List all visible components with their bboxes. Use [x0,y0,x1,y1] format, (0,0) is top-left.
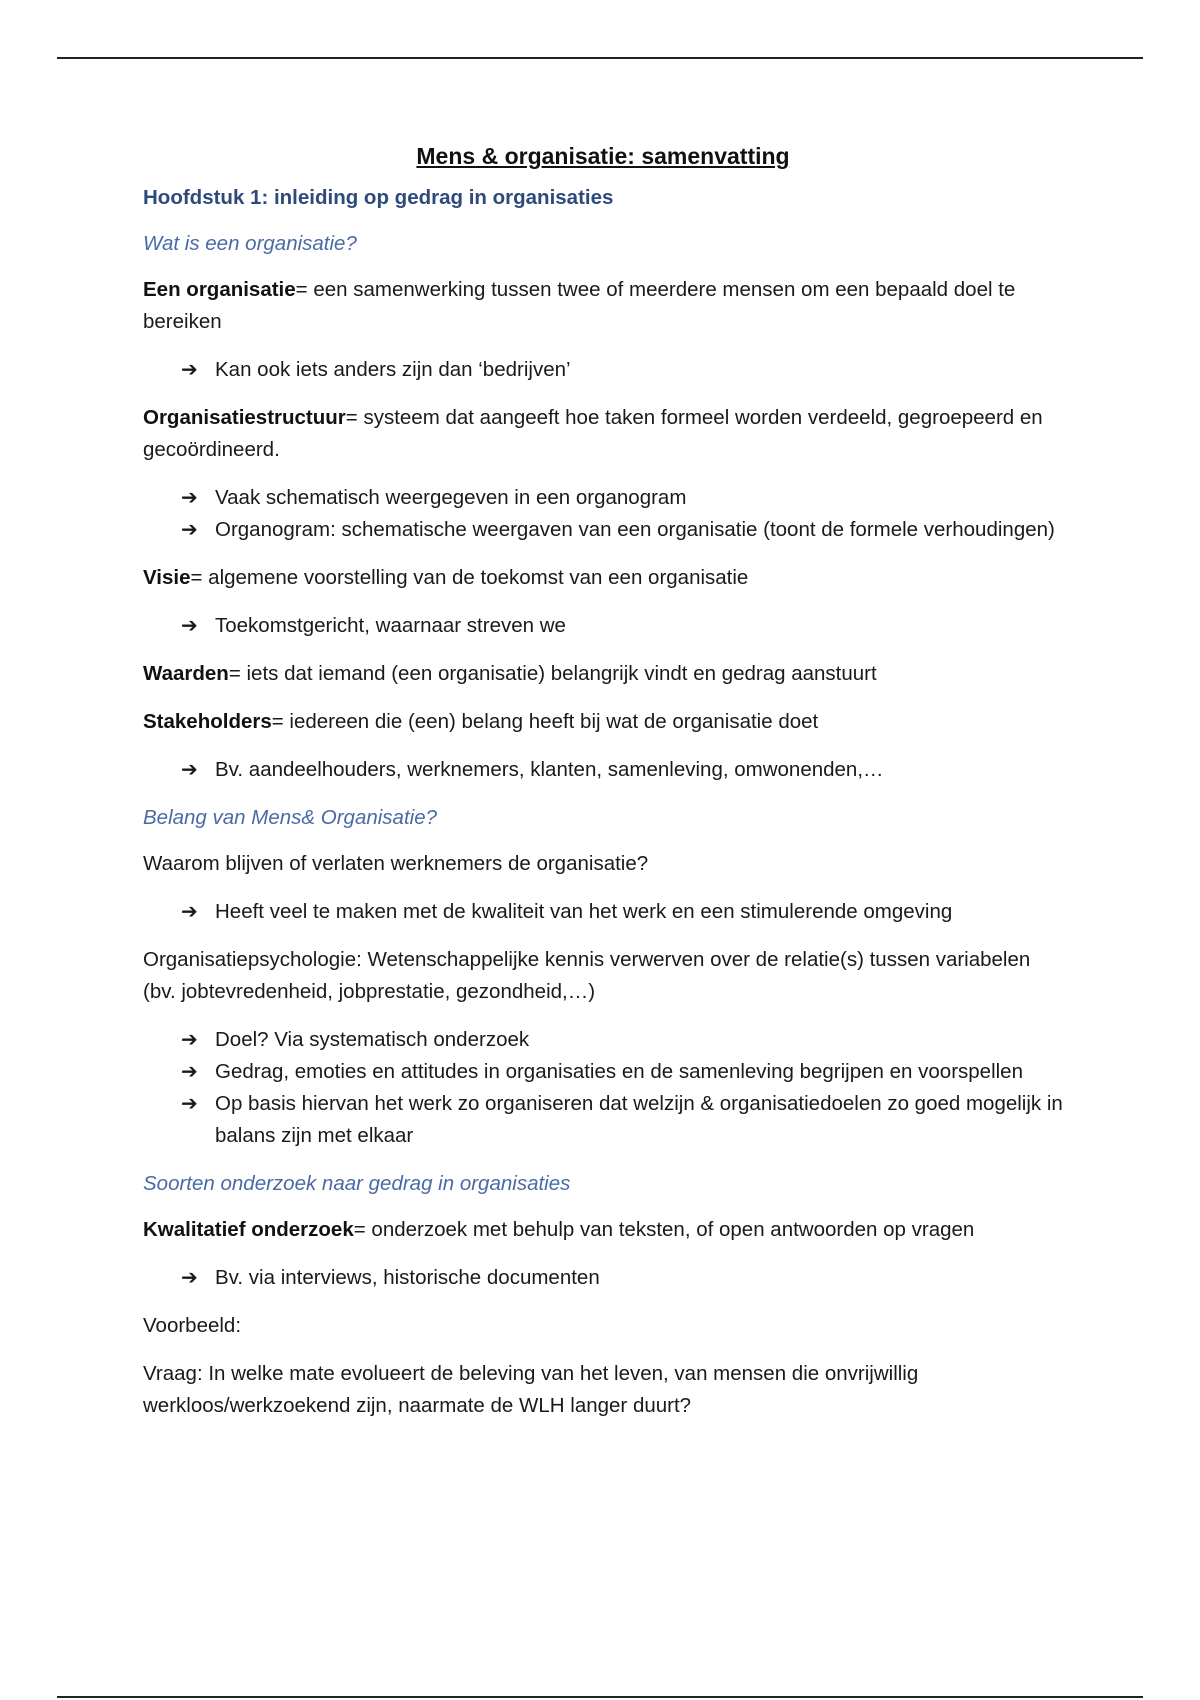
bullet-list [143,754,1063,786]
list-item: ➔ Bv. aandeelhouders, werknemers, klanten, samenleving, omwonenden,… [181,754,1063,786]
list-item: ➔ Op basis hiervan het werk zo organiseren dat welzijn & organisatiedoelen zo goed mogelijk in balans zijn met elkaar [181,1088,1063,1152]
arrow-icon: ➔ [181,519,198,541]
chapter-heading: Hoofdstuk 1: inleiding op gedrag in organisaties [143,186,614,209]
arrow-icon: ➔ [181,359,198,381]
definition-text: = een samenwerking tussen twee of meerdere mensen om een bepaald doel te bereiken [143,278,1016,333]
list-item: ➔ Organogram: schematische weergaven van een organisatie (toont de formele verhoudingen) [181,514,1063,546]
arrow-icon: ➔ [181,901,198,923]
section-heading-soorten-onderzoek: Soorten onderzoek naar gedrag in organisaties [143,1172,571,1195]
list-item: ➔ Gedrag, emoties en attitudes in organisaties en de samenleving begrijpen en voorspellen [181,1056,1063,1088]
arrow-icon: ➔ [181,1061,198,1083]
term-visie: Visie [143,566,191,589]
example-label: Voorbeeld: [143,1314,242,1337]
document-body [143,140,1063,1438]
list-item: ➔ Doel? Via systematisch onderzoek [181,1024,1063,1056]
arrow-icon: ➔ [181,615,198,637]
definition-text: = onderzoek met behulp van teksten, of open antwoorden op vragen [353,1218,975,1241]
definition-organisatie [143,274,1063,338]
definition-text: = algemene voorstelling van de toekomst van een organisatie [190,566,749,589]
bullet-list [143,354,1063,386]
arrow-icon: ➔ [181,1093,198,1115]
paragraph-organisatiepsychologie: Organisatiepsychologie: Wetenschappelijke kennis verwerven over de relatie(s) tussen variabelen (bv. jobtevredenheid, jobprestatie, gezondheid,…) [143,948,1031,1003]
footer-rule [57,1696,1143,1698]
definition-waarden [143,658,1063,690]
definition-text: = iets dat iemand (een organisatie) belangrijk vindt en gedrag aanstuurt [228,662,877,685]
arrow-icon: ➔ [181,1267,198,1289]
bullet-list [143,482,1063,546]
term-kwalitatief-onderzoek: Kwalitatief onderzoek [143,1218,354,1241]
definition-kwalitatief-onderzoek [143,1214,1063,1246]
example-question: Vraag: In welke mate evolueert de beleving van het leven, van mensen die onvrijwillig werkloos/werkzoekend zijn, naarmate de WLH langer duurt? [143,1362,919,1417]
definition-visie [143,562,1063,594]
arrow-icon: ➔ [181,1029,198,1051]
definition-stakeholders [143,706,1063,738]
term-waarden: Waarden [143,662,229,685]
bullet-list [143,1262,1063,1294]
list-item: ➔ Kan ook iets anders zijn dan ‘bedrijven’ [181,354,1063,386]
term-organisatiestructuur: Organisatiestructuur [143,406,346,429]
list-item: ➔ Bv. via interviews, historische documenten [181,1262,1063,1294]
section-heading-wat-is-organisatie: Wat is een organisatie? [143,232,357,255]
arrow-icon: ➔ [181,487,198,509]
list-item: ➔ Heeft veel te maken met de kwaliteit van het werk en een stimulerende omgeving [181,896,1063,928]
bullet-list [143,610,1063,642]
term-stakeholders: Stakeholders [143,710,272,733]
list-item: ➔ Vaak schematisch weergegeven in een organogram [181,482,1063,514]
definition-text: = systeem dat aangeeft hoe taken formeel worden verdeeld, gegroepeerd en gecoördineerd. [143,406,1043,461]
section-heading-belang: Belang van Mens& Organisatie? [143,806,438,829]
bullet-list [143,896,1063,928]
bullet-list [143,1024,1063,1152]
document-title: Mens & organisatie: samenvatting [416,143,790,169]
term-organisatie: Een organisatie [143,278,296,301]
header-rule [57,57,1143,59]
paragraph-question: Waarom blijven of verlaten werknemers de organisatie? [143,852,649,875]
arrow-icon: ➔ [181,759,198,781]
definition-text: = iedereen die (een) belang heeft bij wat de organisatie doet [271,710,819,733]
definition-organisatiestructuur [143,402,1063,466]
list-item: ➔ Toekomstgericht, waarnaar streven we [181,610,1063,642]
